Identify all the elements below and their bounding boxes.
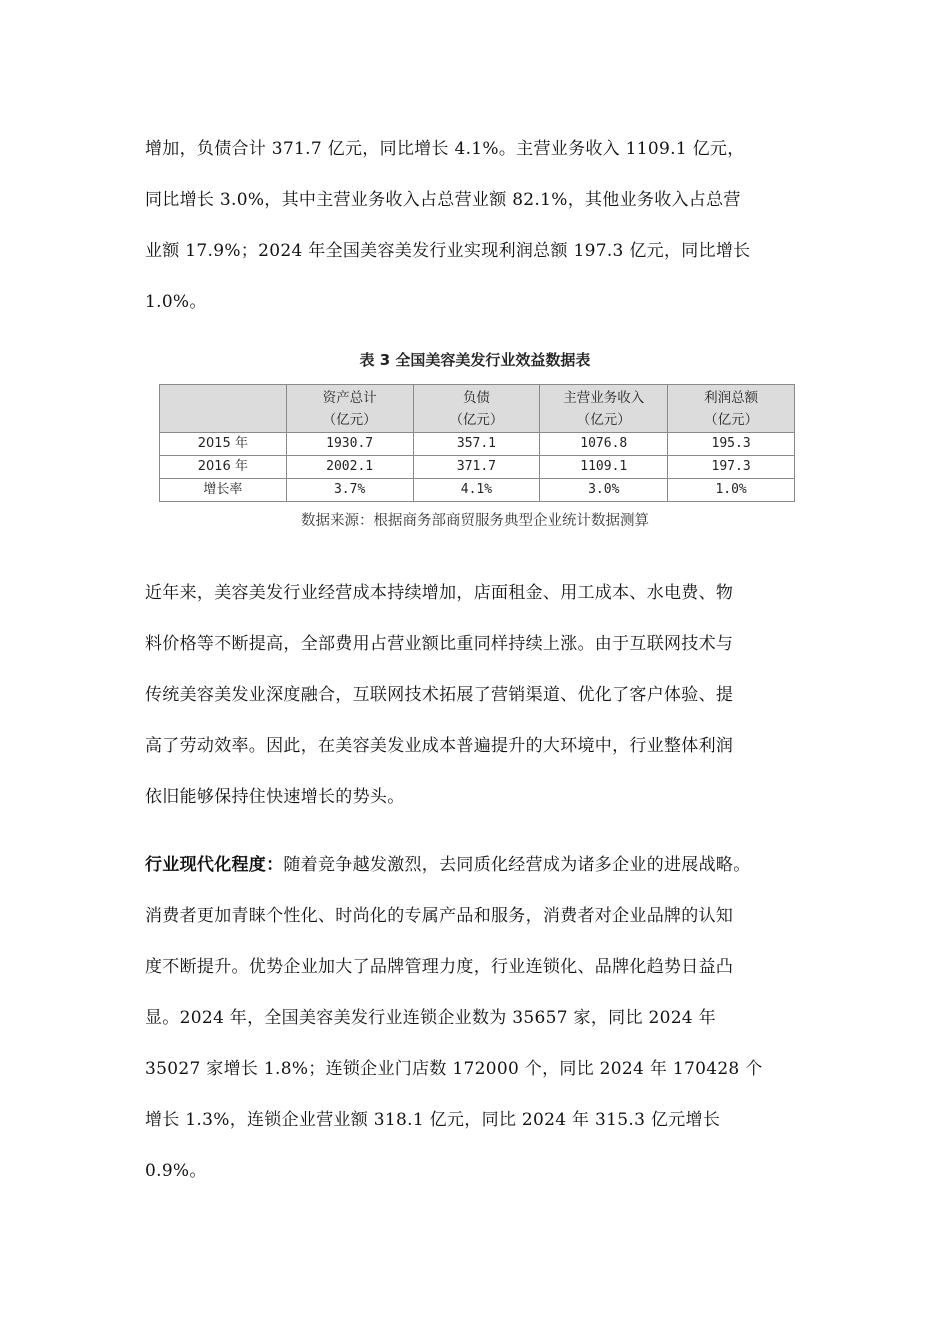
header-label: 主营业务收入 <box>563 389 645 406</box>
text-line: 增长 1.3%，连锁企业营业额 318.1 亿元，同比 2024 年 315.3 亿元增长 <box>145 1110 721 1130</box>
header-label: 利润总额 <box>704 389 759 406</box>
table-cell: 3.7% <box>286 479 413 502</box>
table-cell: 1.0% <box>668 479 795 502</box>
text-line: 1.0%。 <box>145 292 207 312</box>
table-cell: 4.1% <box>413 479 540 502</box>
text-line: 35027 家增长 1.8%；连锁企业门店数 172000 个，同比 2024 年 170428 个 <box>145 1059 763 1079</box>
paragraph-lead-heading: 行业现代化程度： <box>145 855 284 875</box>
text-fragment: 随着竞争越发激烈，去同质化经营成为诸多企业的进展战略。 <box>283 855 751 875</box>
table-header-cell <box>540 385 668 433</box>
table-cell: 2015 年 <box>160 433 287 456</box>
text-line: 增加，负债合计 371.7 亿元，同比增长 4.1%。主营业务收入 1109.1 亿元， <box>145 139 745 159</box>
table-source-note: 数据来源：根据商务部商贸服务典型企业统计数据测算 <box>301 513 649 529</box>
table-row <box>160 456 795 479</box>
table-header-cell <box>413 385 540 433</box>
text-line: 近年来，美容美发行业经营成本持续增加，店面租金、用工成本、水电费、物 <box>145 583 734 603</box>
benefit-data-table <box>159 384 795 502</box>
table-cell: 2016 年 <box>160 456 287 479</box>
table-cell: 197.3 <box>668 456 795 479</box>
table-row <box>160 479 795 502</box>
table-cell: 1930.7 <box>286 433 413 456</box>
text-line <box>145 840 810 891</box>
table-cell: 1109.1 <box>540 456 668 479</box>
table-row <box>160 433 795 456</box>
text-line: 依旧能够保持住快速增长的势头。 <box>145 787 405 807</box>
header-unit: （亿元） <box>322 411 377 428</box>
table-cell: 195.3 <box>668 433 795 456</box>
paragraph-costs <box>145 568 810 823</box>
table-cell: 3.0% <box>540 479 668 502</box>
header-unit: （亿元） <box>449 411 504 428</box>
header-label: 负债 <box>462 389 490 406</box>
text-line: 同比增长 3.0%，其中主营业务收入占总营业额 82.1%，其他业务收入占总营 <box>145 190 741 210</box>
table-header-cell <box>286 385 413 433</box>
header-unit: （亿元） <box>576 411 631 428</box>
text-line: 高了劳动效率。因此，在美容美发业成本普遍提升的大环境中，行业整体利润 <box>145 736 734 756</box>
header-unit: （亿元） <box>704 411 759 428</box>
table-cell: 增长率 <box>160 479 287 502</box>
text-line: 显。2024 年，全国美容美发行业连锁企业数为 35657 家，同比 2024 年 <box>145 1008 716 1028</box>
text-line: 消费者更加青睐个性化、时尚化的专属产品和服务，消费者对企业品牌的认知 <box>145 906 734 926</box>
text-line: 传统美容美发业深度融合，互联网技术拓展了营销渠道、优化了客户体验、提 <box>145 685 734 705</box>
header-label: 资产总计 <box>322 389 377 406</box>
paragraph-financials <box>145 124 810 328</box>
table-caption: 表 3 全国美容美发行业效益数据表 <box>359 351 591 369</box>
text-line: 0.9%。 <box>145 1161 207 1181</box>
text-line: 业额 17.9%；2024 年全国美容美发行业实现利润总额 197.3 亿元，同比增长 <box>145 241 751 261</box>
table-cell: 1076.8 <box>540 433 668 456</box>
table-cell: 2002.1 <box>286 456 413 479</box>
table-cell: 371.7 <box>413 456 540 479</box>
table-header-cell <box>668 385 795 433</box>
text-line: 料价格等不断提高，全部费用占营业额比重同样持续上涨。由于互联网技术与 <box>145 634 734 654</box>
table-header-cell <box>160 385 287 433</box>
table-header-row <box>160 385 795 433</box>
paragraph-modernization <box>145 840 810 1197</box>
table-cell: 357.1 <box>413 433 540 456</box>
text-line: 度不断提升。优势企业加大了品牌管理力度，行业连锁化、品牌化趋势日益凸 <box>145 957 734 977</box>
